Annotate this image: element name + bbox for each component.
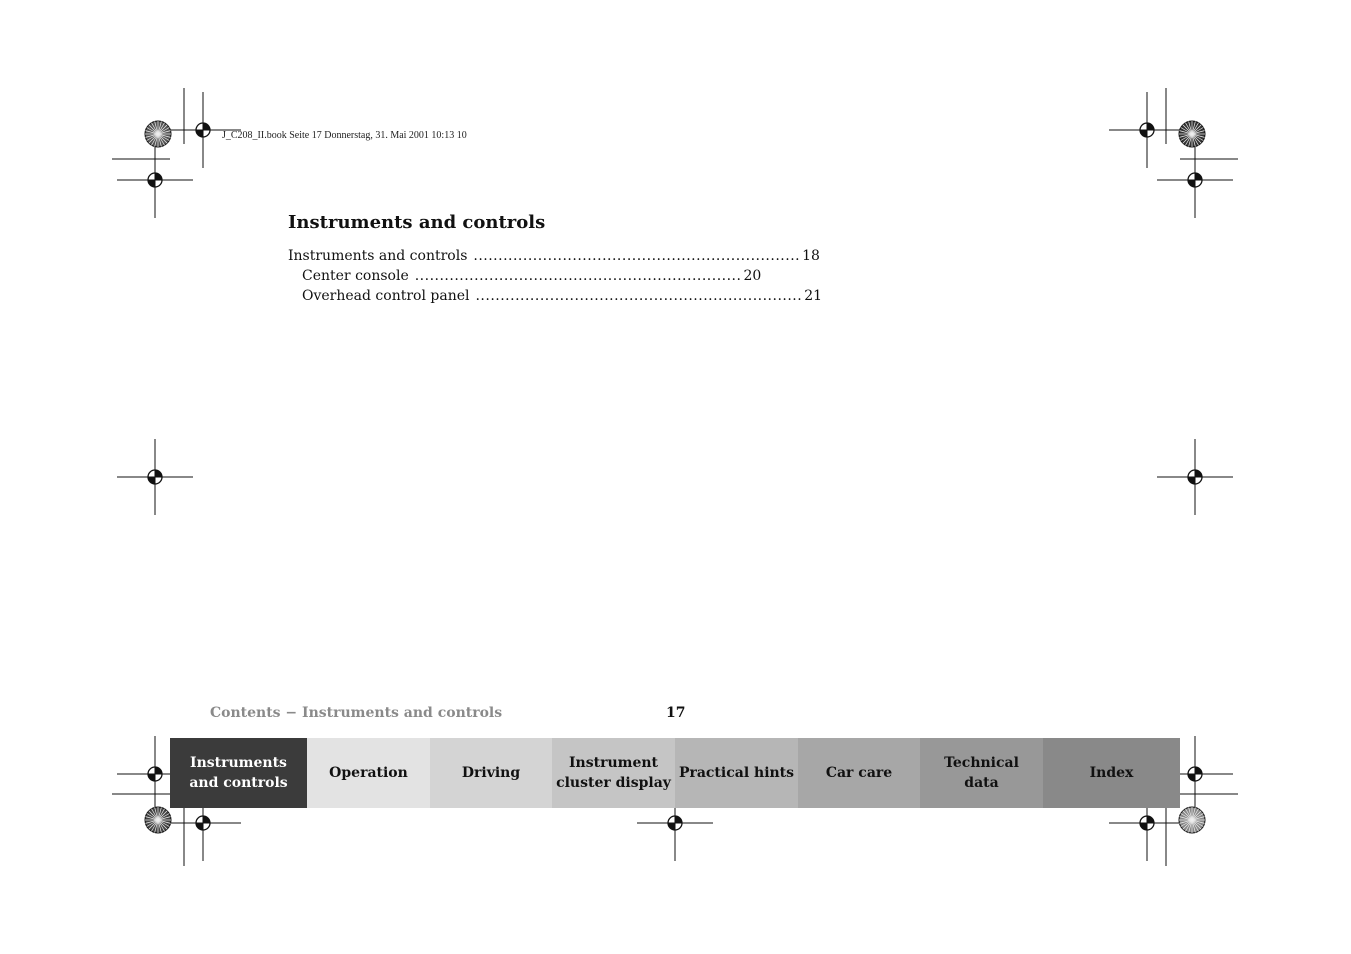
registration-mark	[117, 439, 193, 515]
toc-entry-page: 21	[804, 288, 823, 304]
chapter-tabs	[170, 738, 1180, 808]
footer-section-title: Contents − Instruments and controls	[210, 705, 503, 721]
toc-leader-dots: ..................................................................	[414, 268, 742, 284]
section-title: Instruments and controls	[288, 212, 546, 233]
tab-car-care[interactable]: Car care	[798, 738, 920, 808]
registration-mark	[1157, 142, 1233, 218]
tab-index[interactable]: Index	[1043, 738, 1180, 808]
toc-entry-title: Overhead control panel	[302, 288, 470, 304]
toc-entry-title: Center console	[302, 268, 409, 284]
star-target	[1179, 807, 1205, 833]
star-target	[145, 807, 171, 833]
toc-entry[interactable]	[288, 246, 820, 266]
toc-entry[interactable]	[288, 266, 762, 286]
page-number: 17	[666, 705, 686, 721]
table-of-contents	[288, 246, 823, 306]
star-target	[145, 121, 171, 147]
tab-operation[interactable]: Operation	[307, 738, 430, 808]
toc-leader-dots: ..................................................................	[473, 248, 801, 264]
star-target	[1179, 121, 1205, 147]
registration-mark	[1109, 92, 1185, 168]
tab-instrument-cluster-display[interactable]: Instrument cluster display	[552, 738, 675, 808]
tab-driving[interactable]: Driving	[430, 738, 552, 808]
toc-entry-page: 18	[802, 248, 820, 264]
print-slug: J_C208_II.book Seite 17 Donnerstag, 31. Mai 2001 10:13 10	[222, 130, 467, 141]
registration-mark	[117, 142, 193, 218]
registration-mark	[1157, 439, 1233, 515]
toc-leader-dots: ..................................................................	[475, 288, 803, 304]
tab-technical-data[interactable]: Technical data	[920, 738, 1043, 808]
toc-entry[interactable]	[288, 286, 823, 306]
tab-instruments-and-controls[interactable]: Instruments and controls	[170, 738, 307, 808]
toc-entry-title: Instruments and controls	[288, 248, 468, 264]
tab-practical-hints[interactable]: Practical hints	[675, 738, 798, 808]
toc-entry-page: 20	[743, 268, 762, 284]
